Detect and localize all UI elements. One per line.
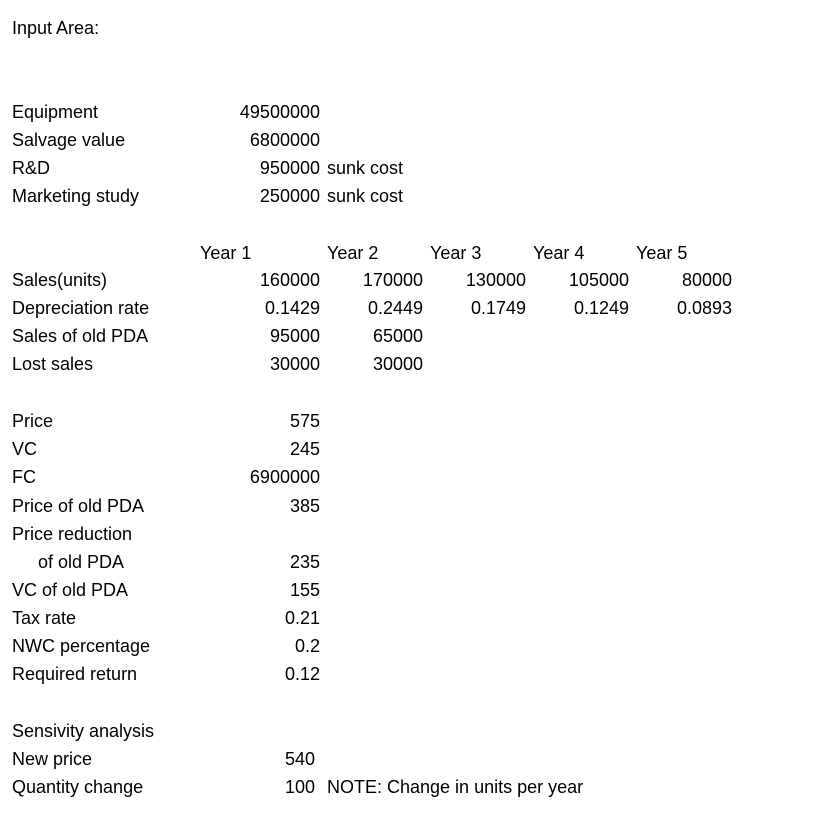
year-header: Year 1 [200, 243, 252, 263]
salvage-label: Salvage value [12, 130, 126, 150]
new-price-label: New price [12, 749, 93, 769]
vc-old-pda-label: VC of old PDA [12, 580, 129, 600]
lost-sales-cell[interactable]: 30000 [269, 354, 320, 374]
quantity-change-note: NOTE: Change in units per year [327, 777, 584, 797]
vc-old-pda-value[interactable]: 155 [289, 580, 320, 600]
equipment-value[interactable]: 49500000 [239, 102, 320, 122]
required-return-value[interactable]: 0.12 [284, 664, 320, 684]
sales-units-cell[interactable]: 105000 [568, 270, 629, 290]
year-header: Year 2 [327, 243, 379, 263]
nwc-value[interactable]: 0.2 [294, 636, 320, 656]
price-old-pda-value[interactable]: 385 [289, 496, 320, 516]
depreciation-cell[interactable]: 0.1249 [573, 298, 629, 318]
depreciation-cell[interactable]: 0.1429 [264, 298, 320, 318]
year-header: Year 4 [533, 243, 585, 263]
depreciation-label: Depreciation rate [12, 298, 150, 318]
price-label: Price [12, 411, 54, 431]
marketing-note: sunk cost [327, 186, 404, 206]
depreciation-cell[interactable]: 0.2449 [367, 298, 423, 318]
sales-units-cell[interactable]: 130000 [465, 270, 526, 290]
rnd-note: sunk cost [327, 158, 404, 178]
rnd-value[interactable]: 950000 [259, 158, 320, 178]
price-value[interactable]: 575 [289, 411, 320, 431]
marketing-value[interactable]: 250000 [259, 186, 320, 206]
sensitivity-heading: Sensivity analysis [12, 721, 155, 741]
quantity-change-label: Quantity change [12, 777, 144, 797]
year-header: Year 5 [636, 243, 688, 263]
price-old-pda-label: Price of old PDA [12, 496, 145, 516]
required-return-label: Required return [12, 664, 138, 684]
old-pda-sales-cell[interactable]: 65000 [372, 326, 423, 346]
tax-rate-value[interactable]: 0.21 [284, 608, 320, 628]
vc-label: VC [12, 439, 38, 459]
salvage-value[interactable]: 6800000 [249, 130, 320, 150]
nwc-label: NWC percentage [12, 636, 151, 656]
year-header: Year 3 [430, 243, 482, 263]
sales-units-cell[interactable]: 170000 [362, 270, 423, 290]
old-pda-sales-cell[interactable]: 95000 [269, 326, 320, 346]
price-reduction-value[interactable]: 235 [289, 552, 320, 572]
sales-units-cell[interactable]: 80000 [681, 270, 732, 290]
fc-value[interactable]: 6900000 [249, 467, 320, 487]
lost-sales-cell[interactable]: 30000 [372, 354, 423, 374]
fc-label: FC [12, 467, 36, 487]
rnd-label: R&D [12, 158, 51, 178]
old-pda-sales-label: Sales of old PDA [12, 326, 149, 346]
price-reduction-label: Price reduction [12, 524, 133, 544]
price-reduction-label-cont: of old PDA [38, 552, 125, 572]
marketing-label: Marketing study [12, 186, 140, 206]
sales-units-label: Sales(units) [12, 270, 108, 290]
equipment-label: Equipment [12, 102, 99, 122]
lost-sales-label: Lost sales [12, 354, 94, 374]
section-title: Input Area: [12, 18, 100, 38]
vc-value[interactable]: 245 [289, 439, 320, 459]
sales-units-cell[interactable]: 160000 [259, 270, 320, 290]
tax-rate-label: Tax rate [12, 608, 77, 628]
depreciation-cell[interactable]: 0.0893 [676, 298, 732, 318]
new-price-value[interactable]: 540 [285, 749, 316, 769]
depreciation-cell[interactable]: 0.1749 [470, 298, 526, 318]
quantity-change-value[interactable]: 100 [285, 777, 316, 797]
